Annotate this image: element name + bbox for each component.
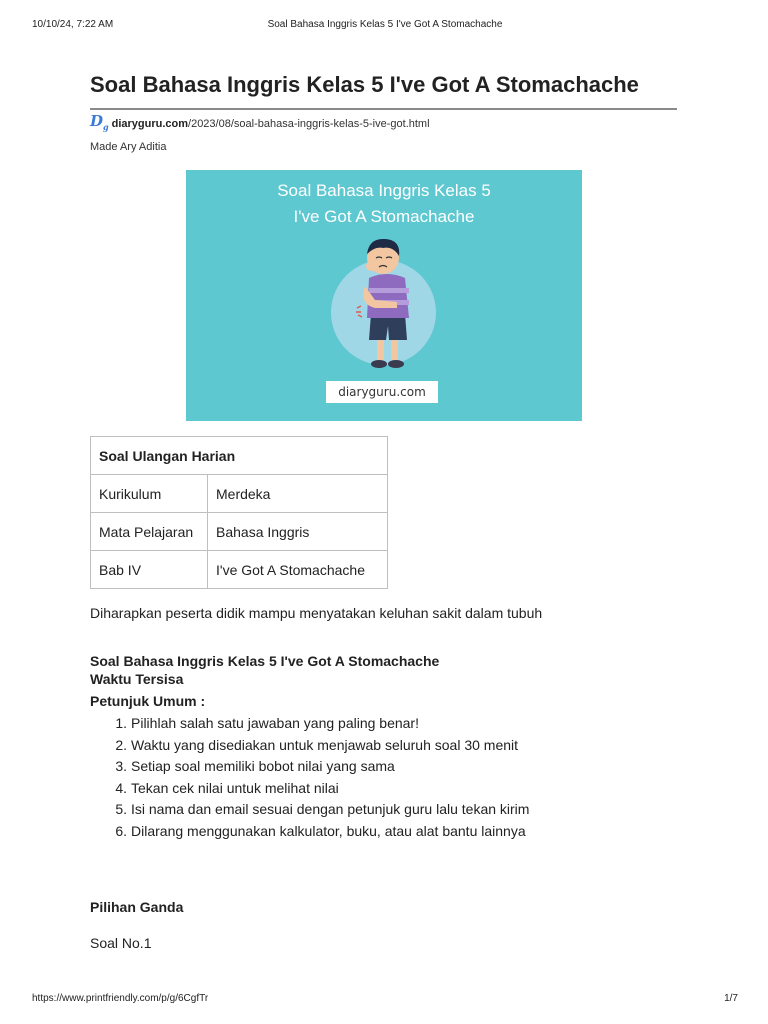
sick-boy-illustration-icon (331, 226, 441, 376)
table-row (91, 475, 388, 513)
hero-image (186, 170, 582, 421)
list-item: 2. Waktu yang disediakan untuk menjawab seluruh soal 30 menit (115, 736, 519, 753)
print-url[interactable]: https://www.printfriendly.com/p/g/6CgfTr (32, 993, 209, 1004)
hero-badge: diaryguru.com (326, 381, 438, 403)
source-path[interactable]: /2023/08/soal-bahasa-inggris-kelas-5-ive-got.html (188, 118, 430, 130)
list-item: 1. Pilihlah salah satu jawaban yang paling benar! (115, 715, 419, 731)
intro-text: Diharapkan peserta didik mampu menyatakan keluhan sakit dalam tubuh (90, 605, 543, 621)
table-header: Soal Ulangan Harian (91, 437, 388, 475)
time-left-label: Waktu Tersisa (90, 671, 184, 687)
author-name: Made Ary Aditia (90, 141, 167, 153)
table-cell-value: Merdeka (208, 475, 388, 513)
table-cell-value: I've Got A Stomachache (208, 551, 388, 589)
page-title: Soal Bahasa Inggris Kelas 5 I've Got A Stomachache (90, 72, 677, 110)
source-domain[interactable]: diaryguru.com (111, 118, 189, 130)
list-item: 6. Dilarang menggunakan kalkulator, buku, atau alat bantu lainnya (115, 822, 526, 839)
info-table (90, 436, 388, 589)
list-item: 3. Setiap soal memiliki bobot nilai yang sama (115, 758, 395, 775)
table-header-row (91, 437, 388, 475)
table-cell-label: Bab IV (91, 551, 208, 589)
table-cell-label: Mata Pelajaran (91, 513, 208, 551)
print-page-number: 1/7 (724, 993, 738, 1004)
table-cell-value: Bahasa Inggris (208, 513, 388, 551)
list-item: 5. Isi nama dan email sesuai dengan petunjuk guru lalu tekan kirim (115, 801, 530, 818)
diaryguru-logo-icon: $D_g$ (90, 112, 109, 132)
instructions-title: Petunjuk Umum : (90, 693, 206, 709)
quiz-title: Soal Bahasa Inggris Kelas 5 I've Got A Stomachache (90, 653, 440, 669)
print-datetime: 10/10/24, 7:22 AM (32, 19, 114, 30)
hero-title: Soal Bahasa Inggris Kelas 5 I've Got A Stomachache (277, 181, 491, 226)
table-row (91, 513, 388, 551)
table-cell-label: Kurikulum (91, 475, 208, 513)
question-label: Soal No.1 (90, 935, 152, 951)
source-line (90, 114, 430, 134)
section-heading: Pilihan Ganda (90, 899, 184, 915)
print-header (32, 19, 738, 33)
table-row (91, 551, 388, 589)
print-footer (32, 993, 738, 1007)
list-item: 4. Tekan cek nilai untuk melihat nilai (115, 779, 339, 796)
print-doc-title: Soal Bahasa Inggris Kelas 5 I've Got A Stomachache (267, 19, 503, 30)
instructions-list (90, 713, 529, 843)
